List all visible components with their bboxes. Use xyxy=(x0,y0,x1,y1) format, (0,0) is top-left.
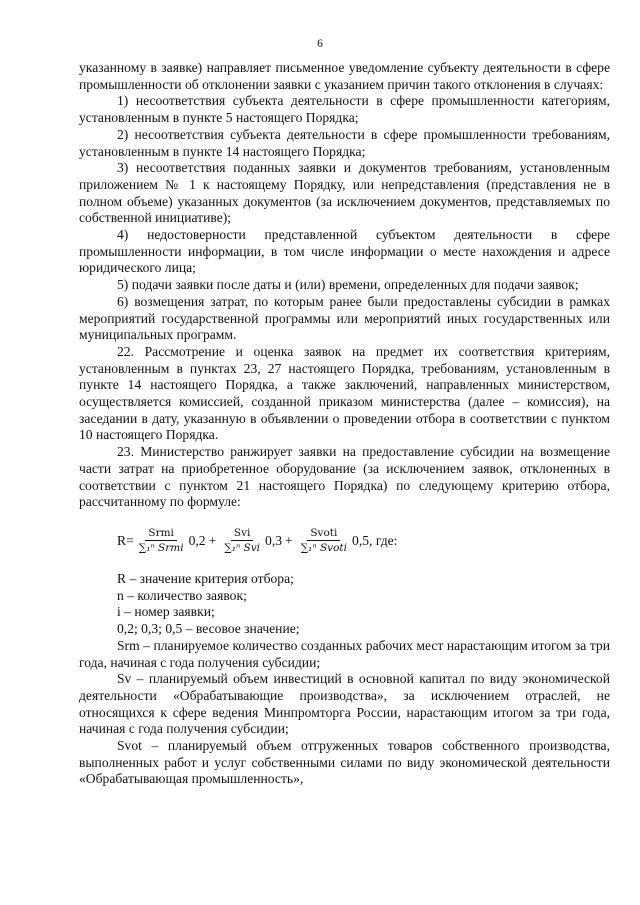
paragraph: 2) несоответствия субъекта деятельности в сфере промышленности требованиям, установленным в пункте 14 настоящего Порядка; xyxy=(79,126,610,159)
formula-plus: + xyxy=(208,532,217,548)
paragraph: 4) недостоверности представленной субъектом деятельности в сфере промышленности информации, в том числе информации о месте нахождения и адресе юридического лица; xyxy=(79,227,610,276)
fraction-denominator: ∑₁ⁿ Srmi xyxy=(138,542,184,555)
page-number: 6 xyxy=(317,38,323,50)
formula xyxy=(79,511,610,571)
formula-weight: 0,3 xyxy=(265,532,283,548)
definition: 0,2; 0,3; 0,5 – весовое значение; xyxy=(117,621,300,637)
fraction-numerator: Svi xyxy=(231,526,253,541)
formula-lhs: R= xyxy=(117,532,134,548)
fraction-denominator: ∑₁ⁿ Svi xyxy=(224,542,261,555)
paragraph: 22. Рассмотрение и оценка заявок на предмет их соответствия критериям, установленным в пунктах 23, 27 настоящего Порядка, требованиям, установленным в пункте 14 настоящего Порядка, а также заключений, направленных министерством, осуществляется комиссией, созданной приказом министерства (далее – комиссия), на заседании в дату, указанную в объявлении о проведении отбора в соответствии с пунктом 10 настоящего Порядка. xyxy=(79,343,610,443)
definition: n – количество заявок; xyxy=(117,587,247,603)
fraction-denominator: ∑₁ⁿ Svoti xyxy=(300,542,348,555)
formula-weight: 0,5 xyxy=(352,532,370,548)
paragraph: указанному в заявке) направляет письменное уведомление субъекту деятельности в сфере промышленности об отклонении заявки с указанием причин такого отклонения в случаях: xyxy=(79,60,610,92)
paragraph: 6) возмещения затрат, по которым ранее были предоставлены субсидии в рамках мероприятий государственной программы или мероприятий иных государственных или муниципальных программ. xyxy=(79,293,610,343)
fraction-numerator: Srmi xyxy=(145,526,177,541)
paragraph: 1) несоответствия субъекта деятельности в сфере промышленности категориям, установленным в пункте 5 настоящего Порядка; xyxy=(79,93,610,126)
paragraph: 23. Министерство ранжирует заявки на предоставление субсидии на возмещение части затрат на приобретенное оборудование (за исключением заявок, отклоненных в соответствии с пунктом 21 настоящего Порядка) по следующему критерию отбора, рассчитанному по формуле: xyxy=(79,444,610,510)
formula-fraction xyxy=(221,526,263,555)
definition: Sv – планируемый объем инвестиций в основной капитал по виду экономической деятельности «Обрабатывающие производства», за исключением отраслей, не относящихся к сфере ведения Минпромторга России, нарастающим итогом за три года, начиная с года получения субсидии; xyxy=(79,671,610,737)
document-body xyxy=(79,60,610,788)
formula-fraction xyxy=(136,526,187,555)
definition: Svot – планируемый объем отгруженных товаров собственного производства, выполненных работ и услуг собственными силами по виду экономической деятельности «Обрабатывающая промышленность», xyxy=(79,738,610,787)
definition: Srm – планируемое количество созданных рабочих мест нарастающим итогом за три года, начиная с года получения субсидии; xyxy=(79,637,610,670)
formula-weight: 0,2 xyxy=(188,532,206,548)
fraction-numerator: Svoti xyxy=(307,526,340,541)
definition: R – значение критерия отбора; xyxy=(117,570,294,586)
definition: i – номер заявки; xyxy=(117,604,215,620)
paragraph: 3) несоответствия поданных заявки и документов требованиям, установленным приложением № 1 к настоящему Порядку, или непредставления (представления не в полном объеме) указанных документов (за исключением документов, представляемых по собственной инициативе); xyxy=(79,160,610,226)
formula-tail: , где: xyxy=(369,532,398,548)
paragraph: 5) подачи заявки после даты и (или) времени, определенных для подачи заявок; xyxy=(117,277,579,293)
formula-fraction xyxy=(298,526,350,555)
formula-plus: + xyxy=(285,532,293,548)
